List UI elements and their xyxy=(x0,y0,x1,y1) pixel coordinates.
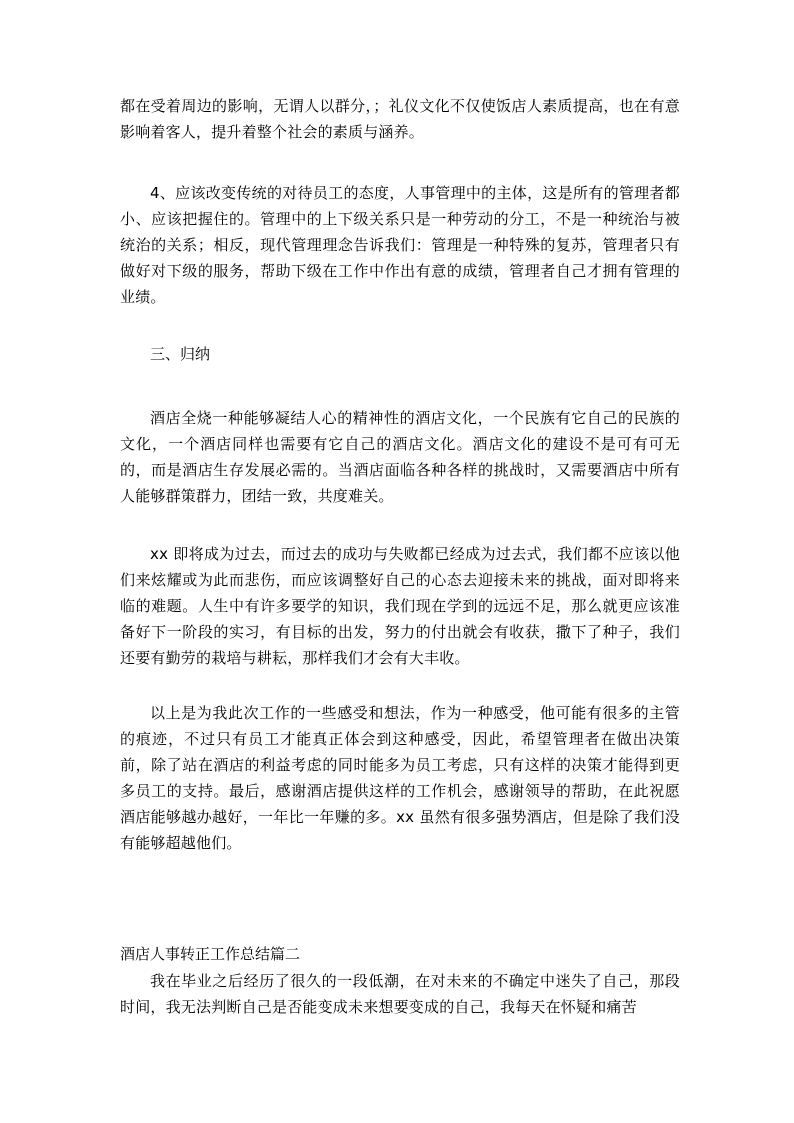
paragraph-etiquette-culture: 都在受着周边的影响，无谓人以群分，；礼仪文化不仅使饭店人素质提高，也在有意影响着客人，提升着整个社会的素质与涵养。 xyxy=(120,97,680,141)
section-heading-summary: 三、归纳 xyxy=(150,345,211,363)
paragraph-staff-attitude: 4、应该改变传统的对待员工的态度，人事管理中的主体，这是所有的管理者都小、应该把握住的。管理中的上下级关系只是一种劳动的分工，不是一种统治与被统治的关系；相反，现代管理理念告诉我们：管理是一种特殊的复苏，管理者只有做好对下级的服务，帮助下级在工作中作出有意的成绩，管理者自己才拥有管理的业绩。 xyxy=(120,184,680,306)
paragraph-hotel-culture: 酒店全烧一种能够凝结人心的精神性的酒店文化，一个民族有它自己的民族的文化，一个酒店同样也需要有它自己的酒店文化。酒店文化的建设不是可有可无的，而是酒店生存发展必需的。当酒店面临各种各样的挑战时，又需要酒店中所有人能够群策群力，团结一致，共度难关。 xyxy=(120,409,680,505)
paragraph-after-graduation: 我在毕业之后经历了很久的一段低潮，在对未来的不确定中迷失了自己，那段时间，我无法判断自己是否能变成未来想要变成的自己，我每天在怀疑和痛苦 xyxy=(120,972,680,1016)
article-subtitle: 酒店人事转正工作总结篇二 xyxy=(120,945,301,963)
paragraph-future-challenges: xx 即将成为过去，而过去的成功与失败都已经成为过去式，我们都不应该以他们来炫耀或为此而悲伤，而应该调整好自己的心态去迎接未来的挑战，面对即将来临的难题。人生中有许多要学的知识，我们现在学到的远远不足，那么就更应该准备好下一阶段的实习，有目标的出发，努力的付出就会有收获，撒下了种子，我们还要有勤劳的栽培与耕耘，那样我们才会有大丰收。 xyxy=(120,545,680,667)
paragraph-closing-thoughts: 以上是为我此次工作的一些感受和想法，作为一种感受，他可能有很多的主管的痕迹，不过只有员工才能真正体会到这种感受，因此，希望管理者在做出决策前，除了站在酒店的利益考虑的同时能多为员工考虑，只有这样的决策才能得到更多员工的支持。最后，感谢酒店提供这样的工作机会，感谢领导的帮助，在此祝愿酒店能够越办越好，一年比一年赚的多。xx 虽然有很多强势酒店，但是除了我们没有能够超越他们。 xyxy=(120,704,680,852)
